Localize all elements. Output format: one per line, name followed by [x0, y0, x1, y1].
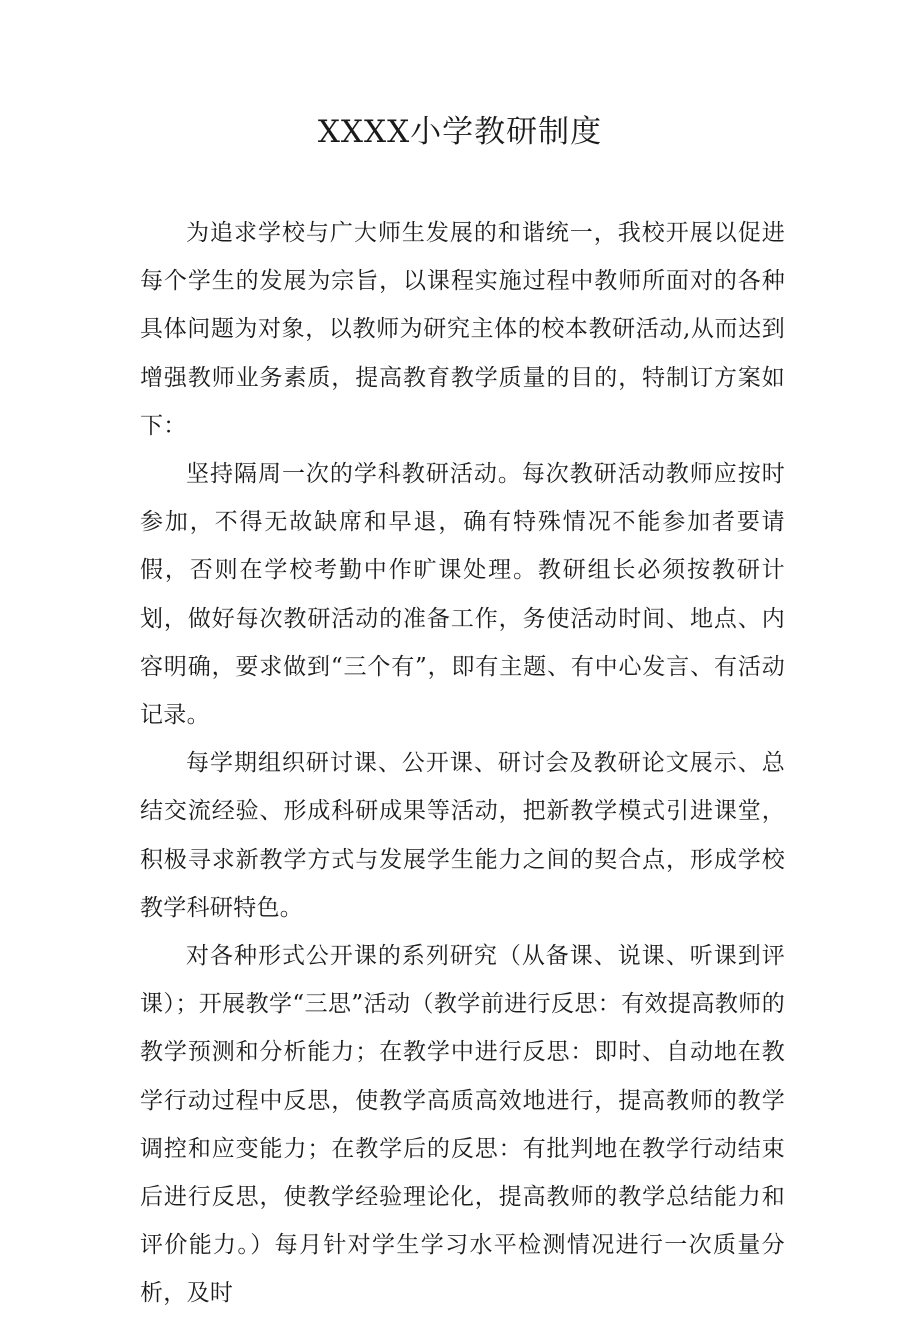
document-title: XXXX小学教研制度	[317, 114, 603, 150]
paragraph-open-class-research: 对各种形式公开课的系列研究（从备课、说课、听课到评课）；开展教学“三思”活动（教学前进行反思：有效提高教师的教学预测和分析能力；在教学中进行反思：即时、自动地在教学行动过程中反思，使教学高质高效地进行，提高教师的教学调控和应变能力；在教学后的反思：有批判地在教学行动结束后进行反思，使教学经验理论化，提高教师的教学总结能力和评价能力。）每月针对学生学习水平检测情况进行一次质量分析，及时	[140, 943, 785, 1307]
paragraph-semester-activities: 每学期组织研讨课、公开课、研讨会及教研论文展示、总结交流经验、形成科研成果等活动，把新教学模式引进课堂，积极寻求新教学方式与发展学生能力之间的契合点，形成学校教学科研特色。	[140, 750, 785, 921]
document-body	[140, 209, 785, 1318]
paragraph-biweekly-activity: 坚持隔周一次的学科教研活动。每次教研活动教师应按时参加，不得无故缺席和早退，确有特殊情况不能参加者要请假，否则在学校考勤中作旷课处理。教研组长必须按教研计划，做好每次教研活动的准备工作，务使活动时间、地点、内容明确，要求做到“三个有”，即有主题、有中心发言、有活动记录。	[140, 461, 785, 729]
paragraph-intro: 为追求学校与广大师生发展的和谐统一，我校开展以促进每个学生的发展为宗旨，以课程实施过程中教师所面对的各种具体问题为对象，以教师为研究主体的校本教研活动,从而达到增强教师业务素质，提高教育教学质量的目的，特制订方案如下：	[140, 220, 785, 439]
